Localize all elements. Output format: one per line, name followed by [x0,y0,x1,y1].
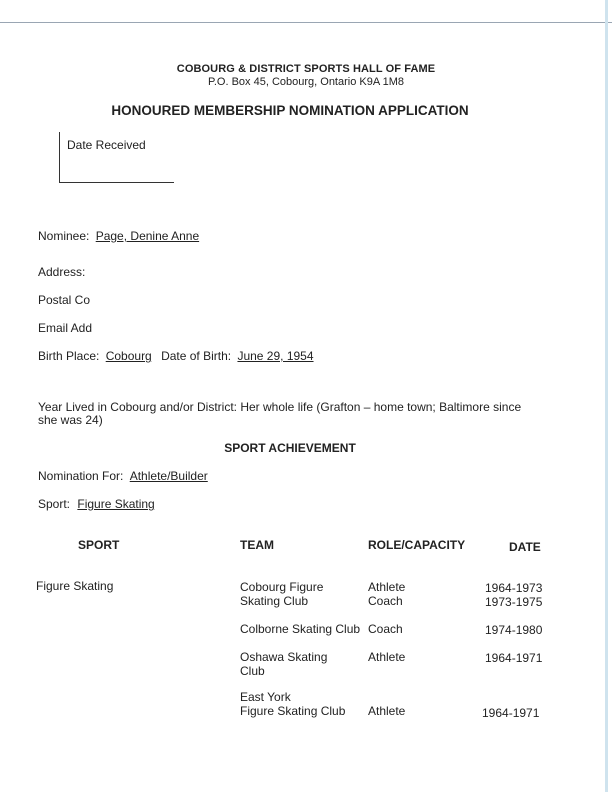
table-row [240,580,323,608]
table-row [240,650,327,678]
nominee-row [38,229,199,243]
table-row [240,690,345,718]
date-cell: 1974-1980 [485,623,543,637]
nominee-label: Nominee: [38,229,90,243]
nomination-label: Nomination For: [38,469,124,483]
role-cell: Coach [368,594,403,608]
header-date: DATE [509,540,541,554]
header-sport: SPORT [78,538,120,552]
team-cell: Figure Skating Club [240,704,346,718]
organization-name: COBOURG & DISTRICT SPORTS HALL OF FAME [176,63,436,75]
sport-value: Figure Skating [77,497,155,511]
date-cell: 1973-1975 [485,595,543,609]
nominee-value: Page, Denine Anne [95,229,200,243]
scan-right-edge [605,0,608,792]
role-cell: Coach [368,622,403,636]
date-cell-group [485,581,542,609]
role-cell-group [368,580,405,608]
date-received-line [59,182,174,183]
date-received-box-left [59,132,60,182]
date-cell: 1964-1971 [482,706,540,720]
birth-row [38,349,314,363]
table-sport-cell: Figure Skating [36,579,114,593]
dob-label: Date of Birth: [161,349,232,363]
team-cell: Club [240,664,265,678]
team-cell: East York [240,690,291,704]
team-cell: Colborne Skating Club [240,622,361,636]
team-cell: Skating Club [240,594,309,608]
role-cell: Athlete [368,704,406,718]
team-cell: Oshawa Skating [240,650,328,664]
sport-label: Sport: [38,497,71,511]
birth-place-label: Birth Place: [38,349,100,363]
address-label: Address: [38,265,86,279]
date-received-label: Date Received [67,138,146,152]
birth-place-value: Cobourg [105,349,152,363]
sport-row [38,497,155,511]
organization-address: P.O. Box 45, Cobourg, Ontario K9A 1M8 [207,76,405,88]
nomination-value: Athlete/Builder [129,469,208,483]
role-cell: Athlete [368,580,406,594]
dob-value: June 29, 1954 [237,349,314,363]
email-label: Email Add [38,321,93,335]
sport-achievement-heading: SPORT ACHIEVEMENT [224,441,356,455]
team-cell: Cobourg Figure [240,580,324,594]
scan-top-line [0,22,612,23]
form-title: HONOURED MEMBERSHIP NOMINATION APPLICATION [111,103,469,118]
date-cell: 1964-1973 [485,581,543,595]
nomination-row [38,469,208,483]
postal-code-label: Postal Co [38,293,91,307]
header-role: ROLE/CAPACITY [368,538,466,552]
header-team: TEAM [240,538,274,552]
years-lived-text: Year Lived in Cobourg and/or District: Her whole life (Grafton – home town; Baltimore since she was 24) [38,400,522,427]
role-cell: Athlete [368,650,406,664]
date-cell: 1964-1971 [485,651,543,665]
